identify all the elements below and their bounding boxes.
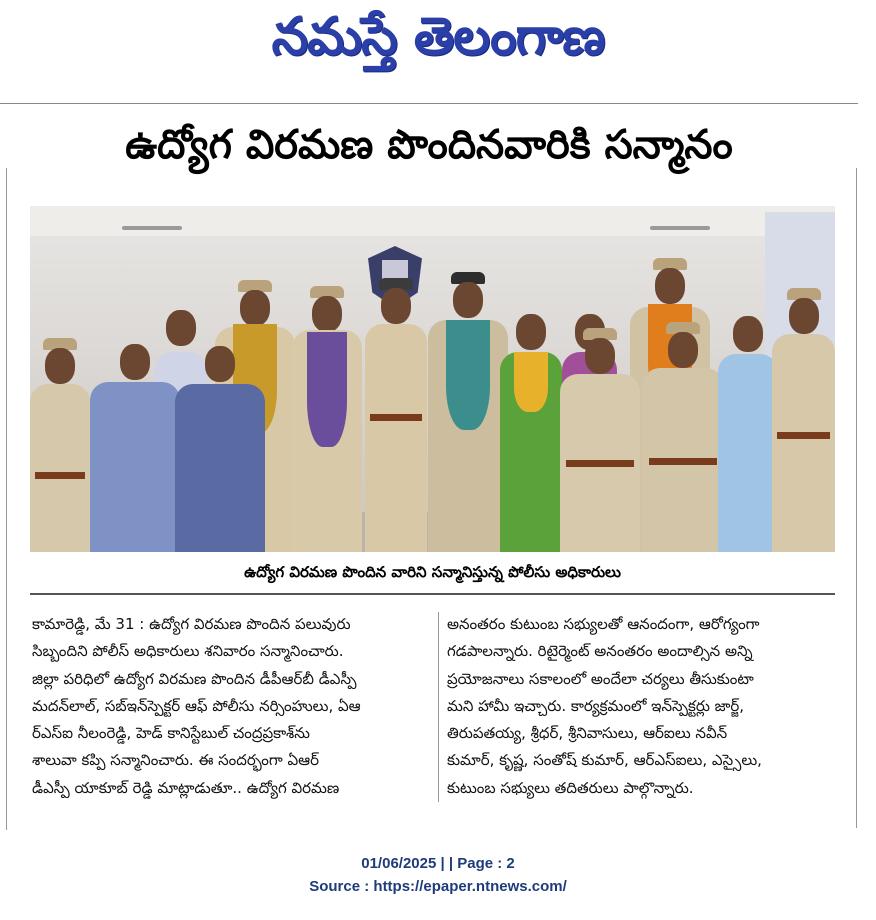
article-column-right (447, 611, 849, 802)
ceiling-fan-icon (650, 226, 710, 230)
photo-ceiling (30, 206, 835, 236)
person-figure (365, 282, 427, 552)
article-line: ప్రయోజనాలు సకాలంలో అందేలా చర్యలు తీసుకుంటా (447, 669, 754, 688)
article-line: మదన్‌లాల్, సబ్‌ఇన్‌స్పెక్టర్ ఆఫ్ పోలీసు నర్సింహులు, ఏఆ (32, 696, 361, 715)
article-line: కామారెడ్డి, మే 31 : ఉద్యోగ విరమణ పొందిన పలువురు (32, 615, 351, 633)
article-line: జిల్లా పరిధిలో ఉద్యోగ విరమణ పొందిన డీపీఆర్‌బీ డీఎస్పీ (32, 669, 357, 688)
article-line: మని హామీ ఇచ్చారు. కార్యక్రమంలో ఇన్‌స్పెక్టర్లు జార్జ్, (447, 696, 745, 715)
newspaper-logo: నమస్తే తెలంగాణ (271, 6, 605, 67)
article-photo (30, 206, 835, 552)
person-figure (500, 312, 562, 552)
person-figure (30, 342, 90, 552)
article-headline: ఉద్యోగ విరమణ పొందినవారికి సన్మానం (125, 122, 733, 168)
article-line: కుటుంబ సభ్యులు తదితరులు పాల్గొన్నారు. (447, 778, 694, 797)
article-line: డీఎస్పీ యాకూబ్ రెడ్డి మాట్లాడుతూ.. ఉద్యోగ విరమణ (32, 778, 340, 797)
column-divider (438, 612, 439, 802)
article-line: కుమార్, కృష్ణ, సంతోష్ కుమార్, ఆర్ఎస్ఐలు, ఎస్సైలు, (447, 751, 762, 770)
person-figure (292, 290, 362, 552)
photo-caption: ఉద్యోగ విరమణ పొందిన వారిని సన్మానిస్తున్న పోలీసు అధికారులు (244, 563, 621, 581)
left-column-rule (6, 168, 7, 830)
person-figure (90, 344, 180, 552)
article-column-left (32, 611, 434, 802)
article-line: గడపాలన్నారు. రిటైర్మెంట్ అనంతరం అందాల్సిన అన్ని (447, 642, 753, 661)
person-figure (642, 326, 724, 552)
person-figure (175, 346, 265, 552)
article-line: తిరుపతయ్య, శ్రీధర్, శ్రీనివాసులు, ఆర్ఐలు నవీన్ (447, 724, 728, 743)
ceiling-fan-icon (122, 226, 182, 230)
article-line: సిబ్బందిని పోలీస్ అధికారులు శనివారం సన్మానించారు. (32, 642, 344, 661)
article-line: శాలువా కప్పి సన్మానించారు. ఈ సందర్భంగా ఏఆర్ (32, 751, 319, 770)
right-column-rule (856, 168, 857, 828)
person-figure (772, 292, 835, 552)
person-figure (428, 276, 508, 552)
article-line: అనంతరం కుటుంబ సభ్యులతో ఆనందంగా, ఆరోగ్యంగా (447, 615, 760, 633)
article-line: ర్ఎస్ఐ నీలంరెడ్డి, హెడ్ కానిస్టేబుల్ చంద్రప్రకాశ్‌ను (32, 724, 310, 743)
person-figure (560, 332, 640, 552)
person-figure (718, 316, 778, 552)
caption-divider (30, 593, 835, 595)
masthead (0, 0, 876, 86)
footer-date-page: 01/06/2025 | | Page : 2 (361, 855, 515, 872)
masthead-divider (0, 103, 858, 104)
footer-source-link[interactable]: Source : https://epaper.ntnews.com/ (309, 878, 567, 895)
